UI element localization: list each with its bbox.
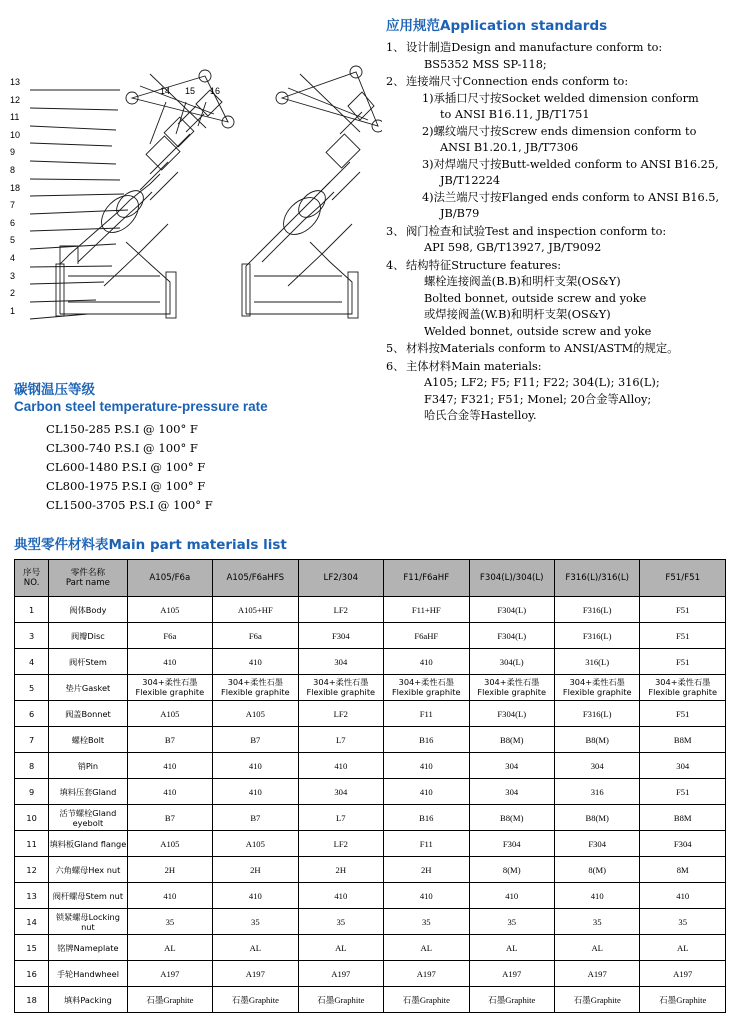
material-cell: F304(L) <box>469 623 554 649</box>
material-cell: 石墨Graphite <box>213 987 298 1013</box>
table-row <box>15 597 726 623</box>
row-number: 10 <box>15 805 49 831</box>
material-cell: 410 <box>469 883 554 909</box>
material-cell: 304 <box>640 753 726 779</box>
material-cell <box>640 675 726 701</box>
row-number: 1 <box>15 597 49 623</box>
row-number: 14 <box>15 909 49 935</box>
callout-label: 13 <box>10 77 21 87</box>
material-cell: 石墨Graphite <box>469 987 554 1013</box>
material-cell: A105 <box>127 831 212 857</box>
material-cell: F304 <box>640 831 726 857</box>
material-cell: 304(L) <box>469 649 554 675</box>
material-cell: 35 <box>640 909 726 935</box>
row-number: 11 <box>15 831 49 857</box>
row-number: 7 <box>15 727 49 753</box>
materials-column-header <box>640 560 726 597</box>
materials-column-header <box>213 560 298 597</box>
material-cell: 石墨Graphite <box>298 987 383 1013</box>
callout-label: 11 <box>10 112 20 123</box>
material-cell: F316(L) <box>554 597 639 623</box>
material-cell <box>384 675 469 701</box>
callout-labels-left <box>10 74 20 320</box>
standard-item-body <box>406 224 736 257</box>
materials-table <box>14 559 726 1013</box>
material-cell: B7 <box>127 727 212 753</box>
row-number: 3 <box>15 623 49 649</box>
material-cell: 410 <box>127 649 212 675</box>
part-name: 填料Packing <box>49 987 127 1013</box>
standard-line: 螺栓连接阀盖(B.B)和明杆支架(OS&Y) <box>424 275 621 288</box>
standard-item <box>386 224 736 257</box>
material-cell <box>469 675 554 701</box>
materials-column-header <box>15 560 49 597</box>
material-cell-line: Flexible graphite <box>306 686 376 697</box>
standard-item-number: 4、 <box>386 258 405 272</box>
row-number: 9 <box>15 779 49 805</box>
material-cell-line: Flexible graphite <box>477 686 547 697</box>
standard-subline: JB/T12224 <box>440 174 501 187</box>
material-cell: AL <box>469 935 554 961</box>
material-cell: A197 <box>298 961 383 987</box>
part-name: 螺栓Bolt <box>49 727 127 753</box>
material-cell: A105 <box>127 597 212 623</box>
material-cell: B16 <box>384 727 469 753</box>
table-row <box>15 623 726 649</box>
material-cell: F304 <box>554 831 639 857</box>
material-cell-line: 304+柔性石墨 <box>655 677 711 687</box>
top-section <box>0 0 740 426</box>
material-cell: 35 <box>127 909 212 935</box>
materials-table-header-row <box>15 560 726 597</box>
material-cell: 石墨Graphite <box>127 987 212 1013</box>
material-cell: 35 <box>298 909 383 935</box>
row-number: 6 <box>15 701 49 727</box>
material-cell: AL <box>384 935 469 961</box>
material-cell: AL <box>298 935 383 961</box>
part-name: 阀瓣Disc <box>49 623 127 649</box>
table-row <box>15 987 726 1013</box>
material-cell: AL <box>213 935 298 961</box>
materials-column-header <box>127 560 212 597</box>
material-cell: A105+HF <box>213 597 298 623</box>
material-cell: F304(L) <box>469 701 554 727</box>
material-cell: B8(M) <box>554 727 639 753</box>
standard-line: Bolted bonnet, outside screw and yoke <box>424 291 647 305</box>
carbon-steel-rating-list <box>46 420 374 515</box>
standard-subline: to ANSI B16.11, JB/T1751 <box>440 108 590 121</box>
part-name: 销Pin <box>49 753 127 779</box>
material-cell: 304 <box>298 649 383 675</box>
materials-column-header <box>384 560 469 597</box>
drawing-column <box>0 14 382 426</box>
standard-item-number: 2、 <box>386 75 405 88</box>
materials-table-body <box>15 597 726 1013</box>
material-cell-line: 304+柔性石墨 <box>398 677 454 687</box>
material-cell: 石墨Graphite <box>554 987 639 1013</box>
callout-label: 1 <box>10 305 16 316</box>
table-row <box>15 831 726 857</box>
pressure-rating-line: CL600-1480 P.S.I @ 100° F <box>46 460 206 474</box>
standard-subline: 1)承插口尺寸按Socket welded dimension conform <box>422 91 699 105</box>
header-label-en: Part name <box>65 578 110 588</box>
material-cell: F51 <box>640 623 726 649</box>
materials-block <box>14 533 726 1013</box>
material-cell: F11 <box>384 831 469 857</box>
material-cell: 8(M) <box>554 857 639 883</box>
part-name: 阀体Body <box>49 597 127 623</box>
material-cell: F6a <box>213 623 298 649</box>
row-number: 16 <box>15 961 49 987</box>
callout-label: 15 <box>185 86 196 96</box>
material-cell: 8M <box>640 857 726 883</box>
material-cell-line: 304+柔性石墨 <box>142 677 198 687</box>
table-row <box>15 909 726 935</box>
callout-label: 9 <box>10 147 16 158</box>
standard-item-body <box>406 359 736 425</box>
material-cell: B8M <box>640 805 726 831</box>
callout-label: 3 <box>10 270 16 281</box>
pressure-rating-line: CL1500-3705 P.S.I @ 100° F <box>46 498 213 512</box>
carbon-steel-rating-title-en: Carbon steel temperature-pressure rate <box>14 399 268 414</box>
material-cell: 304 <box>554 753 639 779</box>
row-number: 5 <box>15 675 49 701</box>
material-cell: F51 <box>640 701 726 727</box>
standard-item-body <box>406 341 736 358</box>
standard-item-body <box>406 74 736 223</box>
material-cell-line: Flexible graphite <box>562 686 632 697</box>
part-name: 手轮Handwheel <box>49 961 127 987</box>
callout-label: 4 <box>10 252 16 263</box>
material-cell: 410 <box>384 779 469 805</box>
standard-line: 连接端尺寸Connection ends conform to: <box>406 75 629 88</box>
material-cell: F316(L) <box>554 701 639 727</box>
callout-label: 16 <box>210 86 221 96</box>
standard-line: BS5352 MSS SP-118; <box>424 57 547 71</box>
part-name: 垫片Gasket <box>49 675 127 701</box>
material-cell: A197 <box>640 961 726 987</box>
standard-item <box>386 359 736 425</box>
materials-table-title: 典型零件材料表Main part materials list <box>14 537 287 553</box>
standard-line: 主体材料Main materials: <box>406 359 542 373</box>
material-cell: 410 <box>127 753 212 779</box>
material-cell: A197 <box>127 961 212 987</box>
callout-label: 12 <box>10 94 21 105</box>
header-label-en: LF2/304 <box>323 573 359 583</box>
material-cell <box>298 675 383 701</box>
material-cell: 410 <box>127 779 212 805</box>
header-label-en: F11/F6aHF <box>403 573 450 583</box>
callout-label: 2 <box>10 288 16 299</box>
material-cell: 2H <box>127 857 212 883</box>
standard-item-body <box>406 40 736 73</box>
standard-line: A105; LF2; F5; F11; F22; 304(L); 316(L); <box>424 376 660 389</box>
standard-line: 阀门检查和试验Test and inspection conform to: <box>406 224 667 238</box>
standard-item <box>386 40 736 73</box>
table-row <box>15 779 726 805</box>
table-row <box>15 649 726 675</box>
material-cell: 410 <box>127 883 212 909</box>
material-cell-line: Flexible graphite <box>221 686 290 697</box>
material-cell: 304 <box>469 779 554 805</box>
standard-line: 结构特征Structure features: <box>406 258 562 272</box>
row-number: 12 <box>15 857 49 883</box>
materials-column-header <box>298 560 383 597</box>
part-name: 填料板Gland flange <box>49 831 127 857</box>
material-cell: A105 <box>213 701 298 727</box>
part-name: 阀盖Bonnet <box>49 701 127 727</box>
material-cell: 35 <box>213 909 298 935</box>
callout-label: 14 <box>160 86 171 96</box>
material-cell-line: Flexible graphite <box>648 686 718 697</box>
material-cell: 2H <box>213 857 298 883</box>
standard-item <box>386 341 736 358</box>
standard-line: 哈氏合金等Hastelloy. <box>424 409 537 422</box>
material-cell: F304(L) <box>469 597 554 623</box>
application-standards-column <box>382 14 736 426</box>
standard-item-number: 6、 <box>386 359 405 373</box>
material-cell: 8(M) <box>469 857 554 883</box>
table-row <box>15 857 726 883</box>
material-cell: 410 <box>554 883 639 909</box>
standard-item-number: 5、 <box>386 342 405 355</box>
header-label-en: A105/F6aHFS <box>226 573 285 583</box>
material-cell: 2H <box>298 857 383 883</box>
callout-label: 5 <box>10 235 16 246</box>
standard-line: Welded bonnet, outside screw and yoke <box>424 324 652 338</box>
material-cell: A197 <box>554 961 639 987</box>
part-name: 铭牌Nameplate <box>49 935 127 961</box>
header-label-cn: 零件名称 <box>70 568 106 578</box>
part-name: 填料压套Gland <box>49 779 127 805</box>
material-cell: AL <box>640 935 726 961</box>
material-cell: 410 <box>384 753 469 779</box>
material-cell-line: 304+柔性石墨 <box>569 677 625 687</box>
material-cell: B8(M) <box>469 805 554 831</box>
part-name: 阀杆螺母Stem nut <box>49 883 127 909</box>
standard-item-body <box>406 258 736 341</box>
material-cell: F51 <box>640 649 726 675</box>
table-row <box>15 701 726 727</box>
material-cell: L7 <box>298 805 383 831</box>
materials-column-header <box>49 560 127 597</box>
standard-line: API 598, GB/T13927, JB/T9092 <box>424 241 602 254</box>
material-cell: B8M <box>640 727 726 753</box>
header-label-en: NO. <box>23 578 40 588</box>
material-cell: B16 <box>384 805 469 831</box>
material-cell: F51 <box>640 597 726 623</box>
material-cell: B8(M) <box>554 805 639 831</box>
material-cell: 石墨Graphite <box>640 987 726 1013</box>
header-label-en: F316(L)/316(L) <box>565 573 630 583</box>
material-cell: LF2 <box>298 597 383 623</box>
standard-subline: 2)螺纹端尺寸按Screw ends dimension conform to <box>422 124 697 138</box>
material-cell: 410 <box>213 649 298 675</box>
material-cell-line: 304+柔性石墨 <box>313 677 369 687</box>
material-cell: B7 <box>213 727 298 753</box>
material-cell: 410 <box>213 779 298 805</box>
material-cell: 410 <box>384 883 469 909</box>
pressure-rating-line: CL300-740 P.S.I @ 100° F <box>46 441 198 455</box>
material-cell: 410 <box>213 883 298 909</box>
row-number: 18 <box>15 987 49 1013</box>
material-cell: 410 <box>384 649 469 675</box>
application-standards-title: 应用规范Application standards <box>386 18 608 34</box>
material-cell: 304 <box>298 779 383 805</box>
material-cell: F51 <box>640 779 726 805</box>
standard-line: 或焊接阀盖(W.B)和明杆支架(OS&Y) <box>424 308 611 321</box>
materials-column-header <box>554 560 639 597</box>
callout-label: 7 <box>10 200 16 211</box>
material-cell-line: Flexible graphite <box>135 686 205 697</box>
material-cell-line: 304+柔性石墨 <box>227 677 283 687</box>
material-cell: 410 <box>213 753 298 779</box>
material-cell: 35 <box>554 909 639 935</box>
material-cell: L7 <box>298 727 383 753</box>
material-cell: 304 <box>469 753 554 779</box>
standard-subline: JB/B79 <box>440 207 480 220</box>
material-cell: F304 <box>298 623 383 649</box>
material-cell: B7 <box>213 805 298 831</box>
callout-labels-top <box>160 86 235 96</box>
pressure-rating-line: CL150-285 P.S.I @ 100° F <box>46 422 198 436</box>
material-cell <box>127 675 212 701</box>
callout-label: 18 <box>10 182 21 193</box>
material-cell: B8(M) <box>469 727 554 753</box>
material-cell <box>213 675 298 701</box>
material-cell: F6aHF <box>384 623 469 649</box>
header-label-en: A105/F6a <box>149 573 191 583</box>
material-cell: A105 <box>213 831 298 857</box>
standard-item-number: 1、 <box>386 41 405 54</box>
materials-column-header <box>469 560 554 597</box>
standard-line: 材料按Materials conform to ANSI/ASTM的规定。 <box>406 342 679 355</box>
callout-label: 6 <box>10 217 16 228</box>
part-name: 阀杆Stem <box>49 649 127 675</box>
header-label-cn: 序号 <box>22 568 41 578</box>
valve-assembly-drawing <box>0 14 382 362</box>
standard-subline: 3)对焊端尺寸按Butt-welded conform to ANSI B16.25, <box>422 157 719 171</box>
table-row <box>15 753 726 779</box>
material-cell: F304 <box>469 831 554 857</box>
material-cell: 316 <box>554 779 639 805</box>
row-number: 13 <box>15 883 49 909</box>
row-number: 15 <box>15 935 49 961</box>
material-cell: 410 <box>298 883 383 909</box>
material-cell: B7 <box>127 805 212 831</box>
standard-line: 设计制造Design and manufacture conform to: <box>406 41 663 54</box>
material-cell-line: 304+柔性石墨 <box>484 677 540 687</box>
material-cell: A197 <box>469 961 554 987</box>
material-cell: F316(L) <box>554 623 639 649</box>
row-number: 4 <box>15 649 49 675</box>
standard-line: F347; F321; F51; Monel; 20合金等Alloy; <box>424 392 652 406</box>
carbon-steel-rating-title-cn: 碳钢温压等级 <box>14 382 95 398</box>
material-cell: 410 <box>298 753 383 779</box>
row-number: 8 <box>15 753 49 779</box>
material-cell: A197 <box>213 961 298 987</box>
header-label-en: F51/F51 <box>665 573 701 583</box>
material-cell: F11 <box>384 701 469 727</box>
material-cell: AL <box>127 935 212 961</box>
material-cell: LF2 <box>298 831 383 857</box>
part-name: 六角螺母Hex nut <box>49 857 127 883</box>
material-cell: LF2 <box>298 701 383 727</box>
material-cell: 35 <box>384 909 469 935</box>
material-cell-line: Flexible graphite <box>391 686 461 697</box>
valve-line-drawing-svg <box>0 14 382 362</box>
material-cell: 316(L) <box>554 649 639 675</box>
material-cell: A197 <box>384 961 469 987</box>
table-row <box>15 727 726 753</box>
header-label-en: F304(L)/304(L) <box>479 573 544 583</box>
part-name: 活节螺栓Gland eyebolt <box>49 805 127 831</box>
standard-subline: 4)法兰端尺寸按Flanged ends conform to ANSI B16.5, <box>422 190 720 204</box>
callout-label: 8 <box>10 164 16 175</box>
material-cell: F6a <box>127 623 212 649</box>
material-cell: 2H <box>384 857 469 883</box>
pressure-rating-line: CL800-1975 P.S.I @ 100° F <box>46 479 206 493</box>
table-row <box>15 675 726 701</box>
table-row <box>15 883 726 909</box>
material-cell: F11+HF <box>384 597 469 623</box>
material-cell <box>554 675 639 701</box>
standard-subline: ANSI B1.20.1, JB/T7306 <box>440 141 579 154</box>
standard-item-number: 3、 <box>386 224 405 238</box>
standard-item <box>386 258 736 341</box>
standard-item <box>386 74 736 223</box>
carbon-steel-rating-block <box>14 378 374 515</box>
part-name: 锁紧螺母Locking nut <box>49 909 127 935</box>
material-cell: A105 <box>127 701 212 727</box>
material-cell: 石墨Graphite <box>384 987 469 1013</box>
callout-label: 10 <box>10 129 21 140</box>
application-standards-list <box>386 40 736 425</box>
table-row <box>15 805 726 831</box>
material-cell: AL <box>554 935 639 961</box>
table-row <box>15 935 726 961</box>
material-cell: 410 <box>640 883 726 909</box>
material-cell: 35 <box>469 909 554 935</box>
